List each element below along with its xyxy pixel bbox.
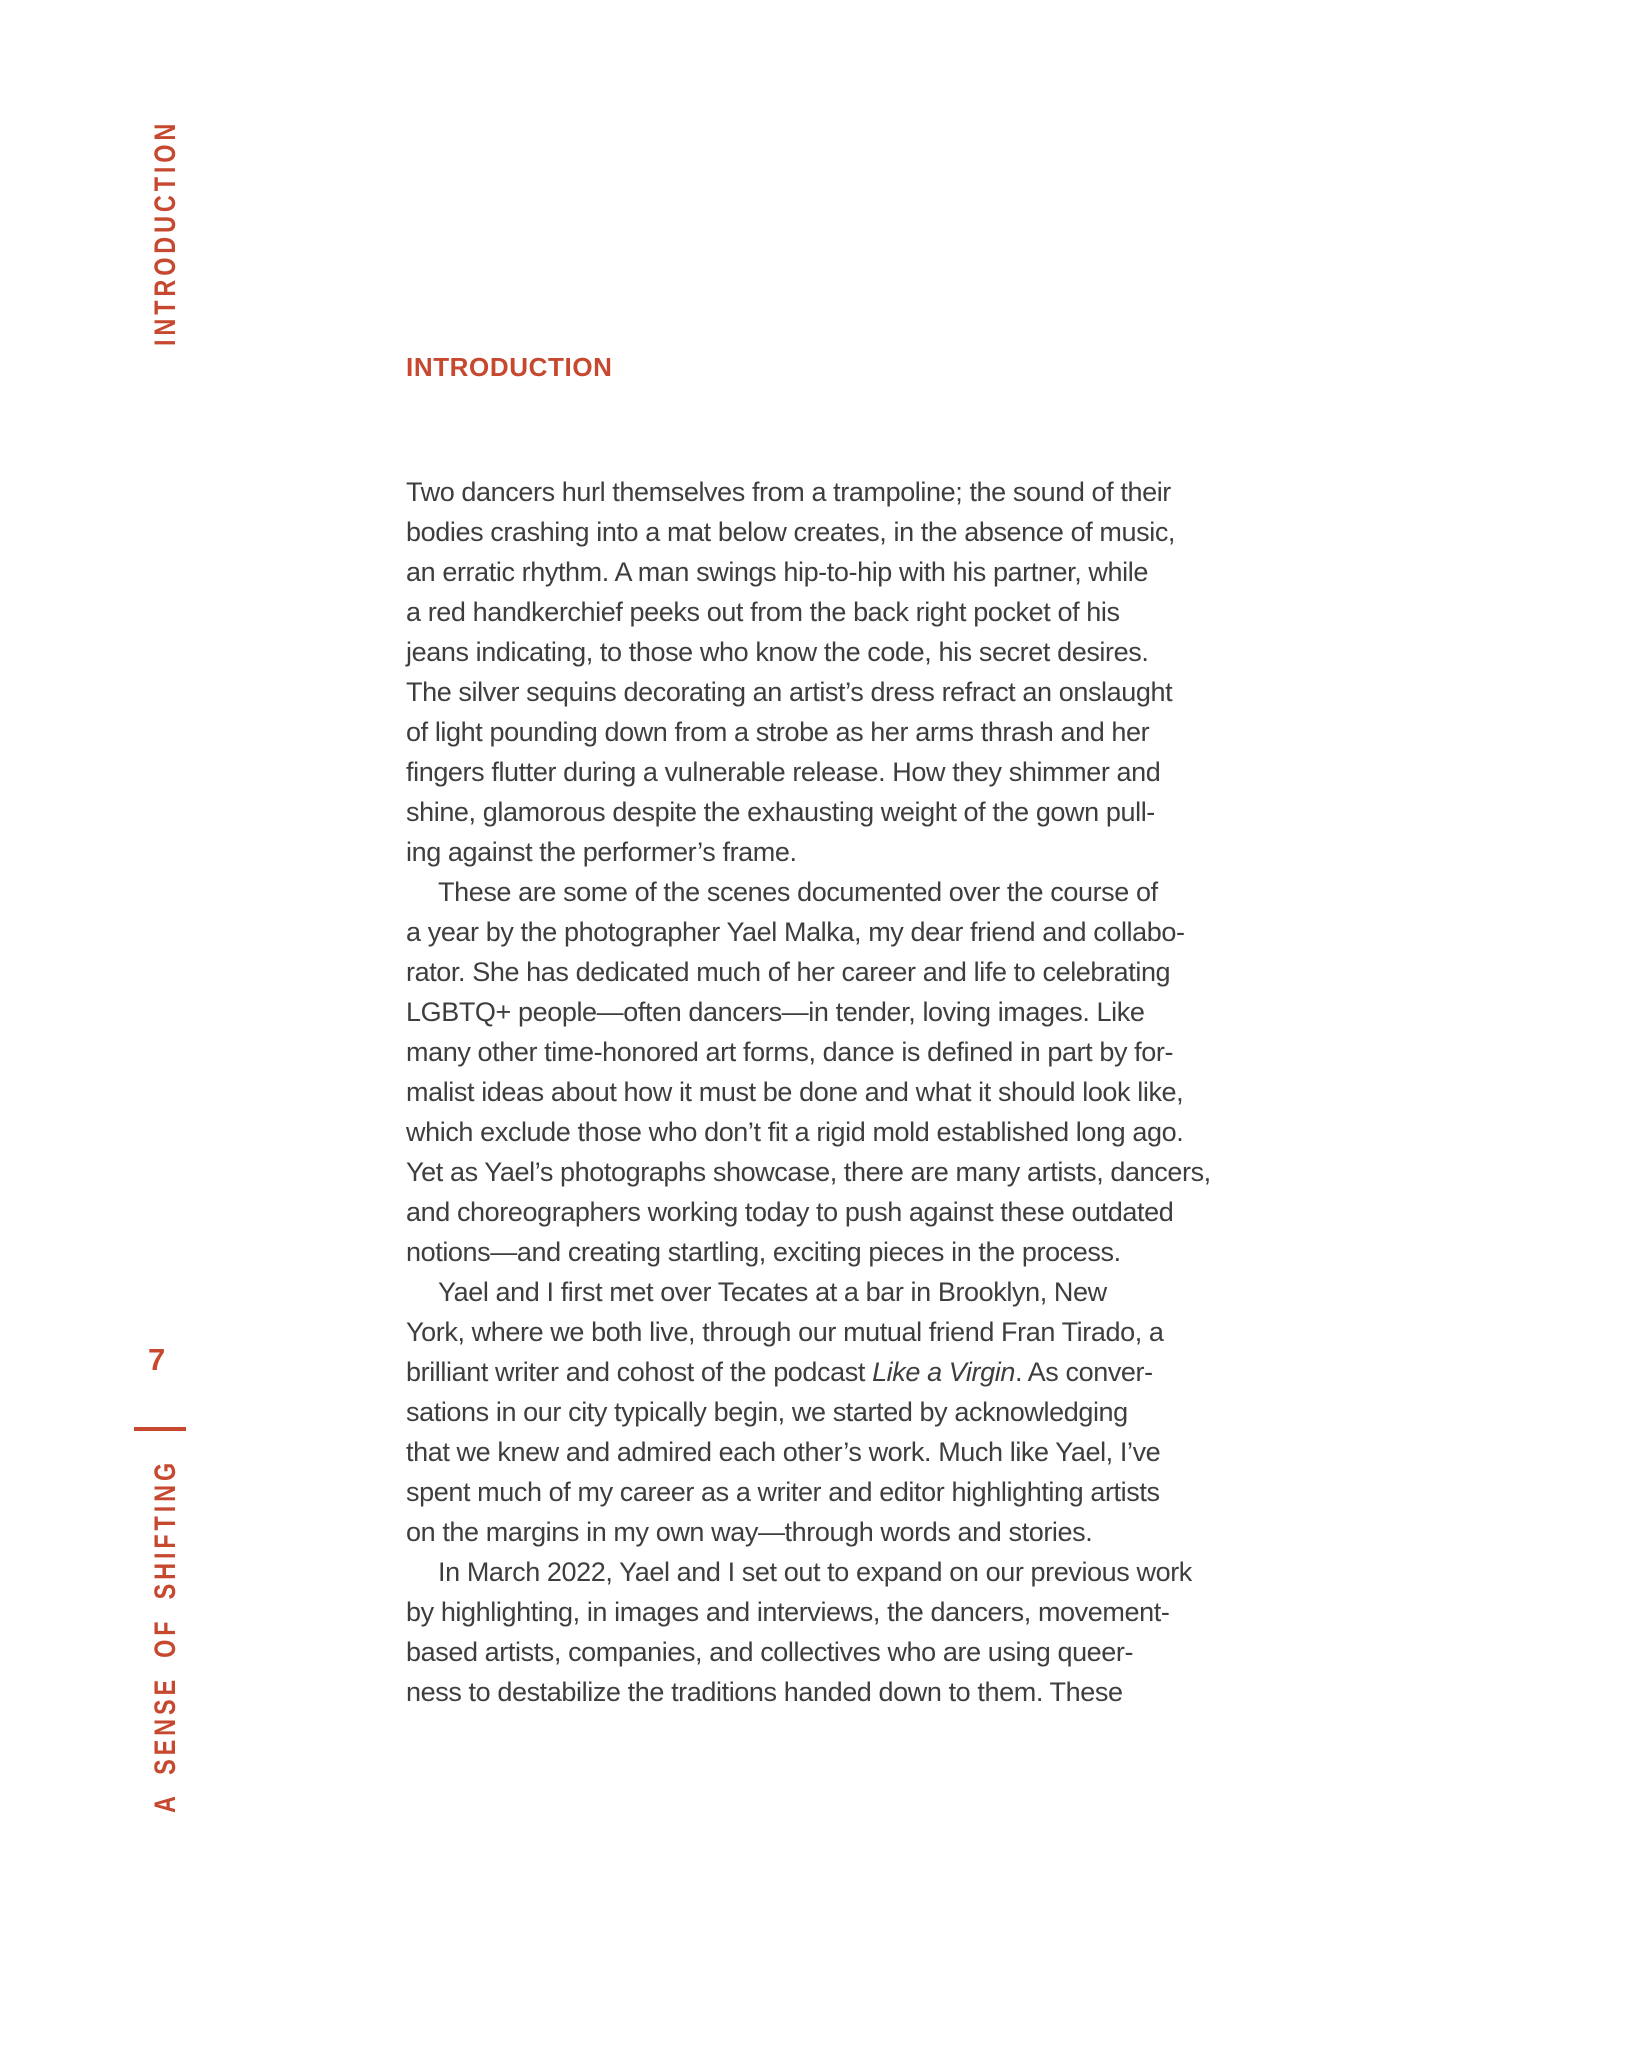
- body-line: shine, glamorous despite the exhausting weight of the gown pull-: [406, 797, 1155, 827]
- body-line: a year by the photographer Yael Malka, my dear friend and collabo-: [406, 917, 1185, 947]
- body-line: a red handkerchief peeks out from the back right pocket of his: [406, 597, 1120, 627]
- body-line: by highlighting, in images and interviews, the dancers, movement-: [406, 1597, 1170, 1627]
- body-line: jeans indicating, to those who know the code, his secret desires.: [406, 637, 1149, 667]
- body-line: that we knew and admired each other’s work. Much like Yael, I’ve: [406, 1437, 1161, 1467]
- body-line: spent much of my career as a writer and editor highlighting artists: [406, 1477, 1160, 1507]
- body-line: The silver sequins decorating an artist’s dress refract an onslaught: [406, 677, 1173, 707]
- body-line: These are some of the scenes documented over the course of: [438, 877, 1158, 907]
- body-line: malist ideas about how it must be done and what it should look like,: [406, 1077, 1184, 1107]
- page-number: 7: [148, 1342, 166, 1377]
- body-line: based artists, companies, and collectives who are using queer-: [406, 1637, 1134, 1667]
- body-text: [406, 472, 1251, 1712]
- section-heading: INTRODUCTION: [406, 352, 613, 382]
- body-line: of light pounding down from a strobe as her arms thrash and her: [406, 717, 1150, 747]
- body-line: Yet as Yael’s photographs showcase, there are many artists, dancers,: [406, 1157, 1211, 1187]
- body-line: rator. She has dedicated much of her career and life to celebrating: [406, 957, 1171, 987]
- body-line: which exclude those who don’t fit a rigid mold established long ago.: [406, 1117, 1184, 1147]
- body-line: notions—and creating startling, exciting pieces in the process.: [406, 1237, 1121, 1267]
- body-line: [406, 1352, 1251, 1392]
- body-line: Two dancers hurl themselves from a trampoline; the sound of their: [406, 477, 1171, 507]
- body-line: Yael and I first met over Tecates at a bar in Brooklyn, New: [438, 1277, 1107, 1307]
- body-line: In March 2022, Yael and I set out to expand on our previous work: [438, 1557, 1192, 1587]
- italic-text: Like a Virgin: [872, 1357, 1015, 1387]
- sidebar-chapter-label: INTRODUCTION: [149, 119, 182, 346]
- body-line: sations in our city typically begin, we started by acknowledging: [406, 1397, 1128, 1427]
- body-line: fingers flutter during a vulnerable release. How they shimmer and: [406, 757, 1161, 787]
- text-segment: . As conver-: [1014, 1357, 1153, 1387]
- body-line: bodies crashing into a mat below creates, in the absence of music,: [406, 517, 1176, 547]
- body-line: an erratic rhythm. A man swings hip-to-hip with his partner, while: [406, 557, 1148, 587]
- body-line: on the margins in my own way—through words and stories.: [406, 1517, 1093, 1547]
- sidebar-book-title-label: A SENSE OF SHIFTING: [149, 1458, 182, 1813]
- body-line: many other time-honored art forms, dance is defined in part by for-: [406, 1037, 1174, 1067]
- body-line: ing against the performer’s frame.: [406, 837, 797, 867]
- body-line: LGBTQ+ people—often dancers—in tender, loving images. Like: [406, 997, 1145, 1027]
- body-line: ness to destabilize the traditions handed down to them. These: [406, 1677, 1123, 1707]
- sidebar-rule: [134, 1427, 186, 1431]
- body-line: York, where we both live, through our mutual friend Fran Tirado, a: [406, 1317, 1164, 1347]
- text-segment: brilliant writer and cohost of the podcast: [406, 1357, 873, 1387]
- body-line: and choreographers working today to push against these outdated: [406, 1197, 1174, 1227]
